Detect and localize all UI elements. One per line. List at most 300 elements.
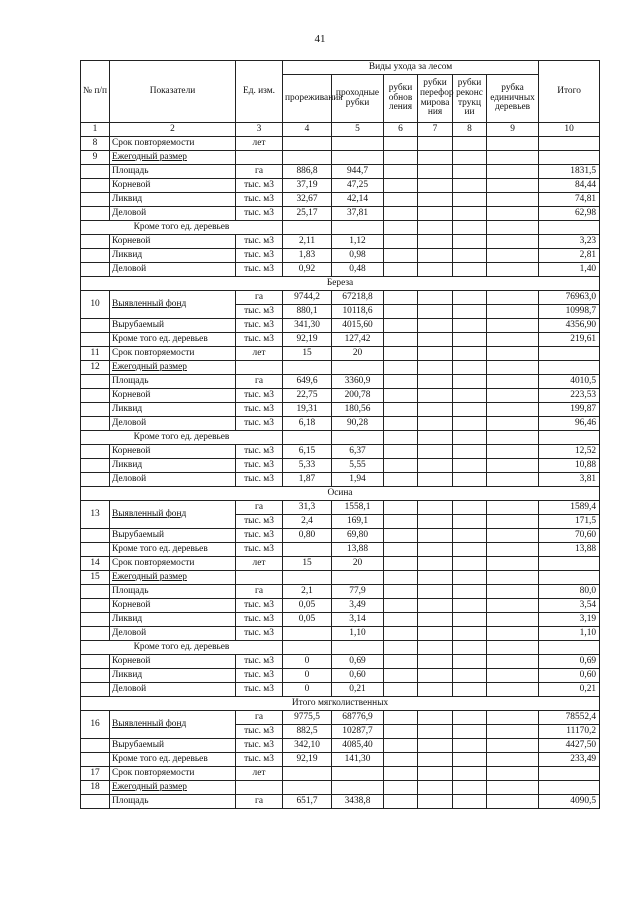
empty-cell — [418, 599, 453, 613]
table-row — [81, 235, 600, 249]
row-label: Срок повторяемости — [110, 557, 236, 571]
row-unit: тыс. м3 — [236, 403, 283, 417]
empty-cell — [418, 417, 453, 431]
row-number — [81, 585, 110, 599]
value-thinning: 9775,5 — [283, 711, 332, 725]
value-thinning: 882,5 — [283, 725, 332, 739]
colnum: 7 — [418, 123, 453, 137]
empty-cell — [487, 795, 539, 809]
empty-cell — [384, 333, 418, 347]
row-number — [81, 655, 110, 669]
empty-cell — [453, 459, 487, 473]
row-unit: га — [236, 291, 283, 305]
value-passage-cutting: 0,69 — [332, 655, 384, 669]
value-total: 1,10 — [539, 627, 600, 641]
empty-cell — [418, 221, 453, 235]
table-row — [81, 319, 600, 333]
empty-cell — [453, 585, 487, 599]
row-unit: га — [236, 501, 283, 515]
value-passage-cutting — [332, 767, 384, 781]
row-label: Корневой — [110, 445, 236, 459]
row-unit: га — [236, 585, 283, 599]
value-passage-cutting: 1558,1 — [332, 501, 384, 515]
value-thinning: 651,7 — [283, 795, 332, 809]
empty-cell — [384, 137, 418, 151]
value-total: 10998,7 — [539, 305, 600, 319]
value-passage-cutting: 68776,9 — [332, 711, 384, 725]
empty-cell — [453, 347, 487, 361]
empty-cell — [487, 431, 539, 445]
row-number — [81, 417, 110, 431]
empty-cell — [487, 543, 539, 557]
table-row — [81, 445, 600, 459]
row-label: Срок повторяемости — [110, 137, 236, 151]
empty-cell — [418, 151, 453, 165]
empty-cell — [418, 249, 453, 263]
row-label: Ежегодный размер — [110, 781, 236, 795]
value-passage-cutting: 47,25 — [332, 179, 384, 193]
value-thinning: 19,31 — [283, 403, 332, 417]
table-row — [81, 683, 600, 697]
value-passage-cutting — [332, 781, 384, 795]
row-label: Выявленный фонд — [110, 291, 236, 319]
value-thinning: 2,4 — [283, 515, 332, 529]
header-col5: проходные рубки — [332, 75, 384, 123]
row-label: Ежегодный размер — [110, 361, 236, 375]
empty-cell — [384, 431, 418, 445]
empty-cell — [384, 459, 418, 473]
row-label: Корневой — [110, 179, 236, 193]
empty-cell — [418, 263, 453, 277]
value-passage-cutting — [332, 361, 384, 375]
row-unit: лет — [236, 137, 283, 151]
value-passage-cutting — [332, 571, 384, 585]
empty-cell — [418, 319, 453, 333]
table-row — [81, 137, 600, 151]
value-passage-cutting: 10287,7 — [332, 725, 384, 739]
row-unit: тыс. м3 — [236, 515, 283, 529]
row-number — [81, 333, 110, 347]
row-unit: тыс. м3 — [236, 305, 283, 319]
row-unit: тыс. м3 — [236, 473, 283, 487]
empty-cell — [487, 459, 539, 473]
row-unit: га — [236, 165, 283, 179]
colnum: 3 — [236, 123, 283, 137]
empty-cell — [487, 403, 539, 417]
empty-cell — [418, 179, 453, 193]
empty-cell — [418, 795, 453, 809]
empty-cell — [453, 389, 487, 403]
table-row — [81, 375, 600, 389]
empty-cell — [418, 529, 453, 543]
empty-cell — [418, 571, 453, 585]
empty-cell — [418, 543, 453, 557]
table-row — [81, 389, 600, 403]
empty-cell — [453, 571, 487, 585]
row-number — [81, 389, 110, 403]
empty-cell — [487, 473, 539, 487]
empty-cell — [453, 263, 487, 277]
empty-cell — [453, 767, 487, 781]
empty-cell — [539, 431, 600, 445]
empty-cell — [418, 403, 453, 417]
row-number: 18 — [81, 781, 110, 795]
empty-cell — [487, 291, 539, 305]
empty-cell — [487, 655, 539, 669]
value-passage-cutting: 5,55 — [332, 459, 384, 473]
value-thinning — [283, 627, 332, 641]
row-number — [81, 249, 110, 263]
row-label: Кроме того ед. деревьев — [110, 543, 236, 557]
empty-cell — [384, 193, 418, 207]
value-passage-cutting: 944,7 — [332, 165, 384, 179]
empty-cell — [487, 375, 539, 389]
empty-cell — [418, 557, 453, 571]
empty-cell — [487, 599, 539, 613]
header-col7: рубки перефор мирова ния — [418, 75, 453, 123]
empty-cell — [418, 445, 453, 459]
empty-cell — [487, 669, 539, 683]
row-unit: тыс. м3 — [236, 459, 283, 473]
value-total: 1589,4 — [539, 501, 600, 515]
empty-cell — [384, 501, 418, 515]
subgroup-row — [81, 641, 600, 655]
empty-cell — [487, 515, 539, 529]
row-unit: тыс. м3 — [236, 193, 283, 207]
colnum: 4 — [283, 123, 332, 137]
empty-cell — [418, 725, 453, 739]
empty-cell — [418, 501, 453, 515]
table-row — [81, 543, 600, 557]
row-number: 16 — [81, 711, 110, 739]
empty-cell — [418, 711, 453, 725]
empty-cell — [487, 627, 539, 641]
value-thinning: 92,19 — [283, 333, 332, 347]
table-row — [81, 151, 600, 165]
empty-cell — [487, 263, 539, 277]
value-passage-cutting: 0,21 — [332, 683, 384, 697]
empty-cell — [332, 221, 384, 235]
subgroup-label: Кроме того ед. деревьев — [81, 641, 283, 655]
row-label: Ликвид — [110, 459, 236, 473]
value-thinning: 25,17 — [283, 207, 332, 221]
value-thinning: 15 — [283, 347, 332, 361]
empty-cell — [453, 795, 487, 809]
value-thinning — [283, 137, 332, 151]
row-unit: га — [236, 795, 283, 809]
value-total — [539, 781, 600, 795]
empty-cell — [384, 389, 418, 403]
value-passage-cutting: 0,60 — [332, 669, 384, 683]
table-row — [81, 179, 600, 193]
value-total: 3,19 — [539, 613, 600, 627]
row-unit: тыс. м3 — [236, 683, 283, 697]
header-unit: Ед. изм. — [236, 61, 283, 123]
value-passage-cutting: 141,30 — [332, 753, 384, 767]
row-number — [81, 683, 110, 697]
table-row — [81, 795, 600, 809]
value-thinning: 22,75 — [283, 389, 332, 403]
subgroup-row — [81, 431, 600, 445]
row-label: Кроме того ед. деревьев — [110, 333, 236, 347]
row-label: Вырубаемый — [110, 739, 236, 753]
empty-cell — [487, 725, 539, 739]
value-total: 171,5 — [539, 515, 600, 529]
empty-cell — [487, 767, 539, 781]
row-number: 11 — [81, 347, 110, 361]
row-unit: тыс. м3 — [236, 249, 283, 263]
empty-cell — [453, 529, 487, 543]
empty-cell — [453, 473, 487, 487]
table-row — [81, 599, 600, 613]
empty-cell — [487, 781, 539, 795]
value-thinning: 0 — [283, 669, 332, 683]
table-row — [81, 207, 600, 221]
empty-cell — [418, 333, 453, 347]
header-group: Виды ухода за лесом — [283, 61, 539, 75]
value-total: 4427,50 — [539, 739, 600, 753]
row-unit: тыс. м3 — [236, 263, 283, 277]
empty-cell — [418, 165, 453, 179]
value-passage-cutting: 3,14 — [332, 613, 384, 627]
value-total: 3,54 — [539, 599, 600, 613]
row-label: Деловой — [110, 263, 236, 277]
row-label: Ликвид — [110, 249, 236, 263]
page-number: 41 — [314, 33, 326, 45]
value-thinning: 2,11 — [283, 235, 332, 249]
row-number — [81, 543, 110, 557]
header-col4: прореживания — [283, 75, 332, 123]
empty-cell — [384, 711, 418, 725]
column-number-row — [81, 123, 600, 137]
value-passage-cutting: 127,42 — [332, 333, 384, 347]
table-row — [81, 627, 600, 641]
empty-cell — [418, 361, 453, 375]
value-passage-cutting: 10118,6 — [332, 305, 384, 319]
row-number — [81, 627, 110, 641]
row-unit: тыс. м3 — [236, 529, 283, 543]
empty-cell — [487, 333, 539, 347]
row-number — [81, 179, 110, 193]
row-number: 13 — [81, 501, 110, 529]
value-thinning: 0 — [283, 683, 332, 697]
section-title: Осина — [81, 487, 600, 501]
empty-cell — [453, 627, 487, 641]
row-label: Деловой — [110, 207, 236, 221]
row-unit: га — [236, 375, 283, 389]
empty-cell — [384, 263, 418, 277]
row-number — [81, 739, 110, 753]
value-total: 1831,5 — [539, 165, 600, 179]
table-row — [81, 403, 600, 417]
row-label: Площадь — [110, 795, 236, 809]
empty-cell — [384, 445, 418, 459]
header-col6: рубки обнов ления — [384, 75, 418, 123]
table-row — [81, 417, 600, 431]
empty-cell — [418, 207, 453, 221]
value-thinning: 32,67 — [283, 193, 332, 207]
value-total: 12,52 — [539, 445, 600, 459]
row-number — [81, 753, 110, 767]
empty-cell — [487, 739, 539, 753]
row-label: Деловой — [110, 417, 236, 431]
value-total — [539, 347, 600, 361]
empty-cell — [384, 319, 418, 333]
row-unit: тыс. м3 — [236, 333, 283, 347]
value-thinning: 6,18 — [283, 417, 332, 431]
value-total — [539, 151, 600, 165]
value-total — [539, 137, 600, 151]
subgroup-label: Кроме того ед. деревьев — [81, 221, 283, 235]
empty-cell — [384, 179, 418, 193]
row-label: Корневой — [110, 235, 236, 249]
table-row — [81, 249, 600, 263]
row-number — [81, 795, 110, 809]
empty-cell — [453, 375, 487, 389]
table-row — [81, 263, 600, 277]
row-unit: тыс. м3 — [236, 389, 283, 403]
row-unit: лет — [236, 347, 283, 361]
forest-care-table — [80, 60, 600, 809]
species-section-row — [81, 487, 600, 501]
empty-cell — [453, 291, 487, 305]
row-number — [81, 207, 110, 221]
row-number — [81, 319, 110, 333]
value-thinning: 886,8 — [283, 165, 332, 179]
value-total: 3,23 — [539, 235, 600, 249]
empty-cell — [384, 571, 418, 585]
value-passage-cutting: 20 — [332, 347, 384, 361]
empty-cell — [487, 753, 539, 767]
value-total: 3,81 — [539, 473, 600, 487]
empty-cell — [487, 571, 539, 585]
row-label: Выявленный фонд — [110, 501, 236, 529]
section-title: Итого мягколиственных — [81, 697, 600, 711]
value-thinning: 0,92 — [283, 263, 332, 277]
empty-cell — [384, 739, 418, 753]
empty-cell — [453, 221, 487, 235]
row-label: Корневой — [110, 655, 236, 669]
value-total: 74,81 — [539, 193, 600, 207]
empty-cell — [418, 389, 453, 403]
empty-cell — [384, 655, 418, 669]
row-unit: тыс. м3 — [236, 319, 283, 333]
value-thinning — [283, 781, 332, 795]
species-section-row — [81, 697, 600, 711]
value-total: 199,87 — [539, 403, 600, 417]
value-passage-cutting: 4015,60 — [332, 319, 384, 333]
empty-cell — [418, 739, 453, 753]
value-thinning: 1,83 — [283, 249, 332, 263]
colnum: 8 — [453, 123, 487, 137]
value-thinning: 31,3 — [283, 501, 332, 515]
value-passage-cutting: 90,28 — [332, 417, 384, 431]
fund-row — [81, 291, 600, 305]
row-label: Ликвид — [110, 403, 236, 417]
row-number — [81, 669, 110, 683]
header-col9: рубка единичных деревьев — [487, 75, 539, 123]
value-total: 223,53 — [539, 389, 600, 403]
empty-cell — [487, 641, 539, 655]
value-passage-cutting: 200,78 — [332, 389, 384, 403]
row-unit: тыс. м3 — [236, 235, 283, 249]
empty-cell — [453, 249, 487, 263]
value-passage-cutting: 0,48 — [332, 263, 384, 277]
empty-cell — [418, 613, 453, 627]
row-label: Площадь — [110, 585, 236, 599]
empty-cell — [332, 641, 384, 655]
value-thinning — [283, 767, 332, 781]
row-label: Ликвид — [110, 669, 236, 683]
value-total: 78552,4 — [539, 711, 600, 725]
value-thinning — [283, 361, 332, 375]
colnum: 2 — [110, 123, 236, 137]
row-number — [81, 529, 110, 543]
empty-cell — [453, 305, 487, 319]
empty-cell — [453, 403, 487, 417]
row-number — [81, 403, 110, 417]
value-passage-cutting — [332, 137, 384, 151]
empty-cell — [283, 431, 332, 445]
row-number — [81, 473, 110, 487]
value-total: 219,61 — [539, 333, 600, 347]
empty-cell — [453, 151, 487, 165]
empty-cell — [384, 291, 418, 305]
empty-cell — [418, 375, 453, 389]
empty-cell — [453, 319, 487, 333]
empty-cell — [384, 543, 418, 557]
value-thinning: 0 — [283, 655, 332, 669]
fund-row — [81, 501, 600, 515]
table-row — [81, 669, 600, 683]
value-total — [539, 361, 600, 375]
value-thinning: 0,05 — [283, 613, 332, 627]
table-row — [81, 333, 600, 347]
row-number — [81, 193, 110, 207]
empty-cell — [418, 473, 453, 487]
value-passage-cutting: 37,81 — [332, 207, 384, 221]
empty-cell — [487, 361, 539, 375]
value-passage-cutting: 42,14 — [332, 193, 384, 207]
empty-cell — [418, 585, 453, 599]
empty-cell — [487, 249, 539, 263]
empty-cell — [539, 221, 600, 235]
empty-cell — [384, 417, 418, 431]
row-unit: тыс. м3 — [236, 739, 283, 753]
empty-cell — [453, 543, 487, 557]
empty-cell — [384, 361, 418, 375]
empty-cell — [487, 557, 539, 571]
row-number — [81, 263, 110, 277]
colnum: 6 — [384, 123, 418, 137]
empty-cell — [384, 305, 418, 319]
value-total: 0,69 — [539, 655, 600, 669]
empty-cell — [487, 137, 539, 151]
empty-cell — [384, 151, 418, 165]
row-number — [81, 459, 110, 473]
colnum: 5 — [332, 123, 384, 137]
row-label: Срок повторяемости — [110, 767, 236, 781]
value-thinning: 1,87 — [283, 473, 332, 487]
empty-cell — [453, 193, 487, 207]
value-thinning: 0,80 — [283, 529, 332, 543]
empty-cell — [418, 683, 453, 697]
value-thinning — [283, 571, 332, 585]
table-row — [81, 473, 600, 487]
row-unit: тыс. м3 — [236, 543, 283, 557]
value-thinning: 0,05 — [283, 599, 332, 613]
header-indicators: Показатели — [110, 61, 236, 123]
